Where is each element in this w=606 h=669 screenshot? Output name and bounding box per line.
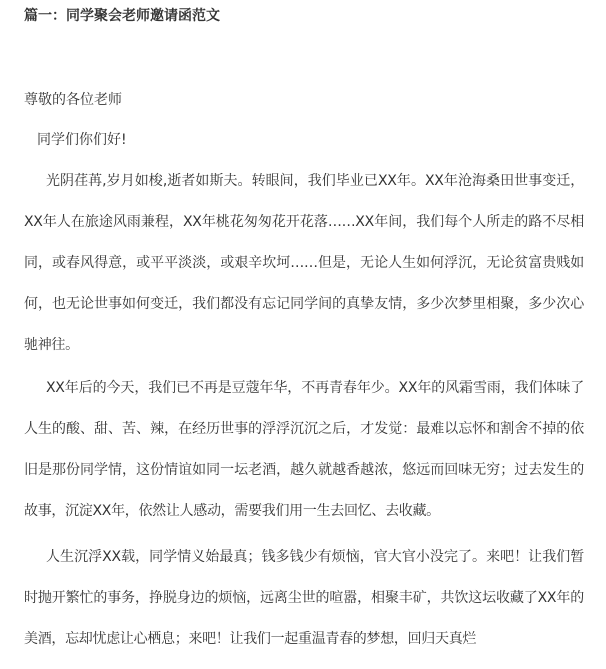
salutation: 尊敬的各位老师 <box>24 92 122 108</box>
paragraph-1: 光阴荏苒,岁月如梭,逝者如斯夫。转眼间，我们毕业已XX年。XX年沧海桑田世事变迁，XX年人在旅途风雨兼程，XX年桃花匆匆花开花落……XX年间，我们每个人所走的路不尽相同，或春风得意，或平平淡淡，或艰辛坎坷……但是，无论人生如何浮沉，无论贫富贵贱如何，也无论世事如何变迁，我们都没有忘记同学间的真挚友情，多少次梦里相聚，多少次心驰神往。 <box>24 173 584 353</box>
greeting: 同学们你们好! <box>37 132 127 148</box>
paragraph-3: 人生沉浮XX载，同学情义始最真；钱多钱少有烦恼，官大官小没完了。来吧！让我们暂时抛开繁忙的事务，挣脱身边的烦恼，远离尘世的喧嚣，相聚丰矿，共饮这坛收藏了XX年的美酒，忘却忧虑让心栖息；来吧！让我们一起重温青春的梦想，回归天真烂 <box>24 549 584 647</box>
document-title: 篇一：同学聚会老师邀请函范文 <box>24 8 220 24</box>
paragraph-2: XX年后的今天，我们已不再是豆蔻年华，不再青春年少。XX年的风霜雪雨，我们体味了人生的酸、甜、苦、辣，在经历世事的浮浮沉沉之后，才发觉：最难以忘怀和割舍不掉的依旧是那份同学情，这份情谊如同一坛老酒，越久就越香越浓，悠远而回味无穷；过去发生的故事，沉淀XX年，依然让人感动，需要我们用一生去回忆、去收藏。 <box>24 380 584 519</box>
